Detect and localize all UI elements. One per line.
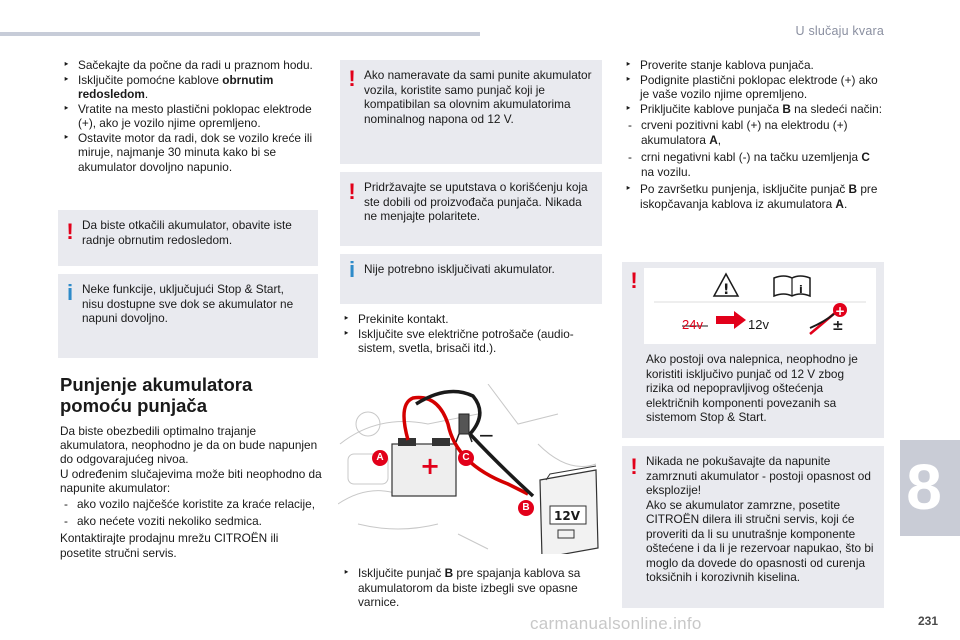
label-12v: 12v <box>748 317 769 332</box>
step-item: ‣ Priključite kablove punjača B na sledeći način: - crveni pozitivni kabl (+) na elektrodu (+) akumulatora A, - crni negativni kabl (-) na tačku uzemljenja C na vozilu. <box>624 102 886 180</box>
charging-paragraph: Da biste obezbedili optimalno trajanje akumulatora, neophodno je da on bude napunjen do odgovarajućeg nivoa. U određenim slučajevima može biti neophodno da napunite akumulator: - ako vozilo najčešće koristite za kraće relacije, - ako nećete voziti nekoliko sedmica. Kontaktirajte prodajnu mrežu CITROËN ili posetite stručni servis. <box>60 424 322 560</box>
warning-note-polarity: ! Pridržavajte se uputstava o korišćenju koja ste dobili od proizvođača punjača. Nikada ne menjajte polaritete. <box>340 172 602 246</box>
warning-icon: ! <box>348 66 356 91</box>
page-number: 231 <box>917 614 938 628</box>
charger-label-sticker <box>644 268 876 344</box>
svg-text:±: ± <box>832 318 844 334</box>
info-icon: i <box>66 280 74 305</box>
col3-steps <box>624 58 886 211</box>
col2-bottom-step <box>342 566 600 610</box>
warning-icon: ! <box>348 179 356 204</box>
warning-note-frozen-battery: ! Nikada ne pokušavajte da napunite zamrznuti akumulator - postoji opasnost od eksplozije! Ako se akumulator zamrzne, posetite CITROËN dilera ili stručni servis, koji će proveriti da li su unutrašnje komponente oštećene i da li je rezervoar napukao, što bi moglo da dovede do opasnosti od curenja toksičnih i korozivnih kiselina. <box>622 446 884 608</box>
chapter-number: 8 <box>906 451 942 523</box>
step-item: ‣ Ostavite motor da radi, dok se vozilo kreće ili miruje, najmanje 30 minuta kako bi se akumulator dovoljno napunio. <box>62 131 316 175</box>
section-heading: Punjenje akumulatora pomoću punjača <box>60 374 253 416</box>
sticker-graphic <box>644 268 876 344</box>
warning-icon: ! <box>630 454 638 479</box>
label-24v: 24v <box>682 317 703 332</box>
step-item: ‣ Isključite pomoćne kablove obrnutim redosledom. <box>62 73 316 102</box>
col1-steps <box>62 58 316 174</box>
info-note-stop-start: i Neke funkcije, uključujući Stop & Start, nisu dostupne sve dok se akumulator ne napuni dovoljno. <box>58 274 318 358</box>
label-b: B <box>518 500 534 516</box>
charger-illustration <box>338 384 600 554</box>
warning-note-12v-label: ! ! i + ± 24v 12v Ako postoji ova nalepnica, neophodno je koristiti isključivo punjač od 12 V zbog rizika od nepopravljivog oštećenja električnih komponenti povezanih sa sistemom Stop & Start. <box>622 262 884 438</box>
info-note-no-disconnect: i Nije potrebno isključivati akumulator. <box>340 254 602 304</box>
step-item: ‣ Isključite sve električne potrošače (audio-sistem, svetla, brisači itd.). <box>342 327 600 356</box>
svg-text:!: ! <box>723 282 730 298</box>
step-item: ‣ Isključite punjač B pre spajanja kablova sa akumulatorom da biste izbegli sve opasne varnice. <box>342 566 600 610</box>
svg-text:i: i <box>799 283 803 296</box>
svg-text:−: − <box>478 423 495 447</box>
dash-list: - ako vozilo najčešće koristite za kraće relacije, - ako nećete voziti nekoliko sedmica. <box>60 497 322 528</box>
warning-icon: ! <box>66 219 74 244</box>
watermark: carmanualsonline.info <box>530 614 702 633</box>
section-title: U slučaju kvara <box>795 24 884 38</box>
header-bar <box>0 32 480 36</box>
step-item: ‣ Proverite stanje kablova punjača. <box>624 58 886 73</box>
svg-text:12V: 12V <box>554 509 580 523</box>
warning-note-compatible-charger: ! Ako nameravate da sami punite akumulator vozila, koristite samo punjač koji je kompatibilan sa olovnim akumulatorima nominalnog napona od 12 V. <box>340 60 602 164</box>
svg-text:+: + <box>835 304 846 318</box>
battery-charging-diagram <box>338 384 600 554</box>
col2-steps <box>342 312 600 356</box>
info-icon: i <box>348 257 356 282</box>
step-item: ‣ Sačekajte da počne da radi u praznom hodu. <box>62 58 316 73</box>
svg-text:+: + <box>420 452 441 480</box>
label-a: A <box>372 450 388 466</box>
step-item: ‣ Podignite plastični poklopac elektrode (+) ako je vaše vozilo njime opremljeno. <box>624 73 886 102</box>
label-c: C <box>458 450 474 466</box>
step-item: ‣ Prekinite kontakt. <box>342 312 600 327</box>
warning-icon: ! <box>630 268 638 293</box>
step-item: ‣ Po završetku punjenja, isključite punjač B pre iskopčavanja kablova iz akumulatora A. <box>624 182 886 211</box>
warning-note-disconnect: ! Da biste otkačili akumulator, obavite iste radnje obrnutim redosledom. <box>58 210 318 266</box>
step-item: ‣ Vratite na mesto plastični poklopac elektrode (+), ako je vozilo njime opremljeno. <box>62 102 316 131</box>
